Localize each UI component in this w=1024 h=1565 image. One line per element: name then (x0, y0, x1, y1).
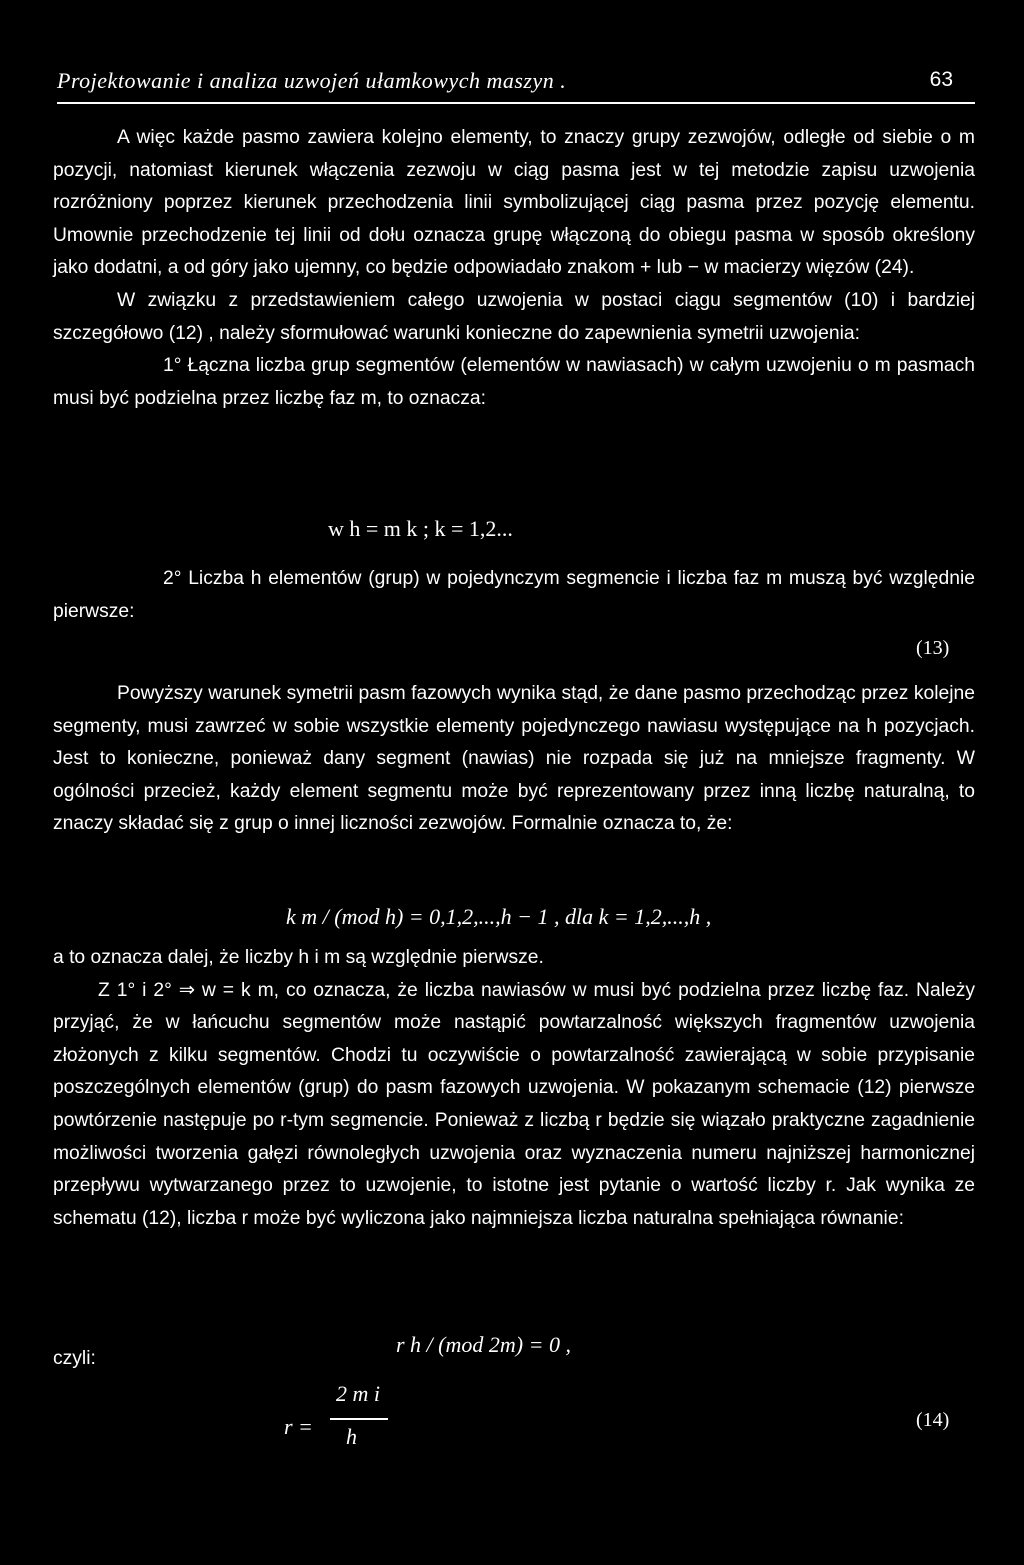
paragraph: 1° Łączna liczba grup segmentów (elementów w nawiasach) w całym uzwojeniu o m pasmach musi być podzielna przez liczbę faz m, to oznacza: (53, 355, 975, 409)
equation-number-14: (14) (916, 1409, 950, 1431)
paragraph: A więc każde pasmo zawiera kolejno elementy, to znaczy grupy zezwojów, odległe od siebie o m pozycji, natomiast kierunek włączenia zezwoju w ciąg pasma jest w tej metodzie zapisu uzwojenia rozróżniony poprzez kierunek przechodzenia linii symbolizującej ciąg pasma przez pozycję elementu. Umownie przechodzenie tej linii od dołu oznacza grupę włączoną do obiegu pasma w sposób określony jako dodatni, a od góry jako ujemny, co będzie odpowiadało znakom + lub − w macierzy więzów (24). (53, 127, 975, 279)
equation-number-13: (13) (916, 637, 950, 659)
formula-km-mod-h: k m / (mod h) = 0,1,2,...,h − 1 , dla k = 1,2,...,h , (286, 904, 712, 929)
formula-wh-mk: w h = m k ; k = 1,2... (328, 516, 513, 541)
header-rule (57, 102, 975, 104)
formula-rh-mod-2m: r h / (mod 2m) = 0 , (396, 1332, 571, 1357)
paragraph-block-4 (53, 942, 975, 1235)
paragraph-block-2 (53, 563, 975, 628)
fraction-bar (330, 1418, 388, 1420)
paragraph: 2° Liczba h elementów (grup) w pojedynczym segmencie i liczba faz m muszą być względnie pierwsze: (53, 568, 975, 622)
paragraph: a to oznacza dalej, że liczby h i m są względnie pierwsze. (53, 947, 544, 968)
czyli-label: czyli: (53, 1348, 96, 1369)
paragraph-block-3 (53, 678, 975, 841)
fraction-numerator: 2 m i (336, 1381, 380, 1406)
fraction-denominator: h (346, 1424, 357, 1449)
paragraph: Z 1° i 2° ⇒ w = k m, co oznacza, że liczba nawiasów w musi być podzielna przez liczbę faz. Należy przyjąć, że w łańcuchu segmentów może nastąpić powtarzalność większych fragmentów uzwojenia złożonych z kilku segmentów. Chodzi tu oczywiście o powtarzalność zawierającą w sobie przypisanie poszczególnych elementów (grup) do pasm fazowych uzwojenia. W pokazanym schemacie (12) pierwsze powtórzenie następuje po r-tym segmencie. Ponieważ z liczbą r będzie się wiązało praktyczne zagadnienie możliwości tworzenia gałęzi równoległych uzwojenia oraz wyznaczenia numeru najniższej harmonicznej przepływu wytwarzanego przez to uzwojenie, to istotne jest pytanie o wartość liczby r. Jak wynika ze schematu (12), liczba r może być wyliczona jako najmniejsza liczba naturalna spełniająca równanie: (53, 979, 975, 1229)
page-number: 63 (929, 68, 953, 91)
paragraph: Powyższy warunek symetrii pasm fazowych wynika stąd, że dane pasmo przechodząc przez kolejne segmenty, musi zawrzeć w sobie wszystkie elementy pojedynczego nawiasu występujące na h pozycjach. Jest to konieczne, ponieważ dany segment (nawias) nie rozpada się już na mniejsze fragmenty. W ogólności przecież, każdy element segmentu może być reprezentowany przez inną liczbę naturalną, to znaczy składać się z grup o innej liczności zezwojów. Formalnie oznacza to, że: (53, 683, 975, 835)
paragraph: W związku z przedstawieniem całego uzwojenia w postaci ciągu segmentów (10) i bardziej szczegółowo (12) , należy sformułować warunki konieczne do zapewnienia symetrii uzwojenia: (53, 289, 975, 344)
running-header (57, 68, 975, 102)
paragraph-block-1 (53, 122, 975, 415)
running-title: Projektowanie i analiza uzwojeń ułamkowych maszyn . (57, 68, 567, 93)
formula-r-lhs: r = (284, 1414, 313, 1439)
